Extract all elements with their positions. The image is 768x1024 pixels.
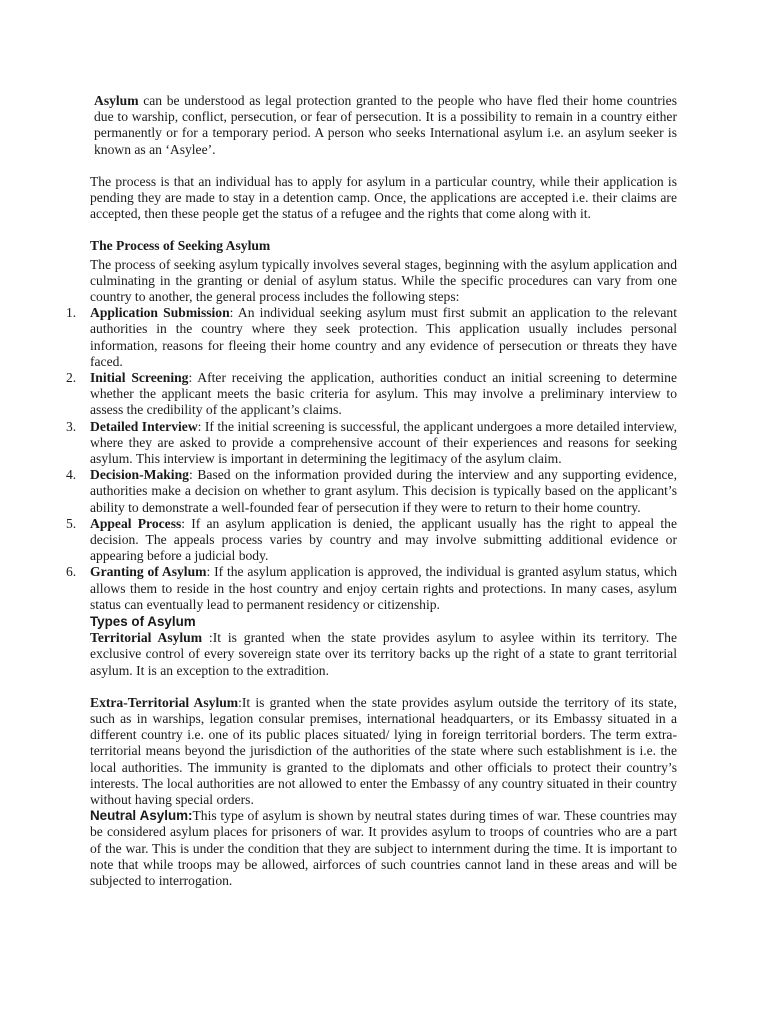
- neutral-term: Neutral Asylum:: [90, 808, 193, 824]
- step-term: Granting of Asylum: [90, 564, 207, 580]
- list-item: [66, 515, 677, 565]
- list-item: [66, 564, 677, 613]
- step-text: : If an asylum application is denied, the applicant usually has the right to appeal the decision. The appeals process varies by country and may involve submitting additional evidence or appearing before a judicial body.: [90, 515, 677, 564]
- step-text: : If the initial screening is successful, the applicant undergoes a more detailed interview, where they are asked to provide a comprehensive account of their experiences and reasons for seeking asylum. This interview is important in determining the legitimacy of the asylum claim.: [90, 418, 677, 467]
- neutral-text: This type of asylum is shown by neutral states during times of war. These countries may be considered asylum places for prisoners of war. It provides asylum to troops of countries who are a part of the war. This is under the condition that they are subject to internment during the time. It is important to note that while troops may be allowed, airforces of such countries cannot land in these areas and will be subjected to interrogation.: [90, 808, 677, 888]
- territorial-paragraph: [90, 630, 677, 679]
- step-text: : Based on the information provided during the interview and any supporting evidence, authorities make a decision on whether to grant asylum. This decision is typically based on the applicant’s ability to demonstrate a well-founded fear of persecution if they were to return to their home country.: [90, 467, 677, 515]
- step-term: Initial Screening: [90, 370, 189, 386]
- step-term: Appeal Process: [90, 515, 182, 531]
- intro-text: can be understood as legal protection granted to the people who have fled their home countries due to warship, conflict, persecution, or fear of persecution. It is a possibility to remain in a country either permanently or for a temporary period. A person who seeks International asylum i.e. an asylum seeker is known as an ‘Asylee’.: [94, 93, 677, 157]
- neutral-paragraph: [90, 808, 677, 889]
- document-page: [66, 93, 678, 889]
- list-number: 3.: [66, 418, 77, 434]
- intro-paragraph: [90, 93, 677, 158]
- process-paragraph: The process is that an individual has to apply for asylum in a particular country, while their application is pending they are made to stay in a detention camp. Once, the applications are accepted i.e. their claims are accepted, then these people get the status of a refugee and the rights that come along with it.: [90, 173, 677, 222]
- types-heading: Types of Asylum: [90, 614, 196, 630]
- extra-territorial-text: :It is granted when the state provides asylum outside the territory of its state, such as in warships, legation consular premises, international headquarters, or its Embassy situated in a different country i.e. one of its public places situated/ lying in foreign territorial borders. The term extra-territorial means beyond the jurisdiction of the authorities of the state where such establishment is i.e. the local authorities. The immunity is granted to the diplomats and other officials to protect their country’s interests. The local authorities are not allowed to enter the Embassy of any country situated in their country without having special orders.: [90, 694, 677, 807]
- territorial-term: Territorial Asylum: [90, 630, 203, 646]
- step-text: : An individual seeking asylum must first submit an application to the relevant authorities in the country where they seek protection. This application usually includes personal information, reasons for fleeing their home country and any evidence of persecution or threats they have faced.: [90, 305, 677, 369]
- extra-territorial-paragraph: [90, 695, 677, 808]
- process-intro: The process of seeking asylum typically involves several stages, beginning with the asylum application and culminating in the granting or denial of asylum status. While the specific procedures can vary from one country to another, the general process includes the following steps:: [90, 256, 677, 305]
- list-number: 6.: [66, 564, 77, 580]
- extra-territorial-term: Extra-Territorial Asylum: [90, 694, 239, 710]
- list-item: [66, 467, 677, 516]
- intro-term: Asylum: [94, 93, 139, 108]
- step-term: Detailed Interview: [90, 418, 198, 434]
- process-steps-list: [66, 305, 678, 613]
- step-term: Application Submission: [90, 305, 230, 321]
- list-item: [66, 305, 677, 370]
- step-text: : If the asylum application is approved, the individual is granted asylum status, which allows them to reside in the host country and enjoy certain rights and protections. In many cases, asylum status can eventually lead to permanent residency or citizenship.: [90, 564, 677, 612]
- list-item: [66, 418, 677, 468]
- territorial-text: :It is granted when the state provides asylum to asylee within its territory. The exclusive control of every sovereign state over its territory backs up the right of a state to grant territorial asylum. It is an exception to the extradition.: [90, 630, 677, 678]
- process-heading: The Process of Seeking Asylum: [90, 238, 271, 254]
- list-number: 5.: [66, 515, 77, 531]
- step-term: Decision-Making: [90, 467, 189, 483]
- step-text: : After receiving the application, authorities conduct an initial screening to determine whether the applicant meets the basic criteria for asylum. This may involve a preliminary interview to assess the credibility of the applicant’s claims.: [90, 370, 678, 418]
- list-number: 1.: [66, 305, 77, 321]
- list-number: 4.: [66, 467, 77, 483]
- list-item: [66, 370, 678, 419]
- list-number: 2.: [66, 370, 77, 386]
